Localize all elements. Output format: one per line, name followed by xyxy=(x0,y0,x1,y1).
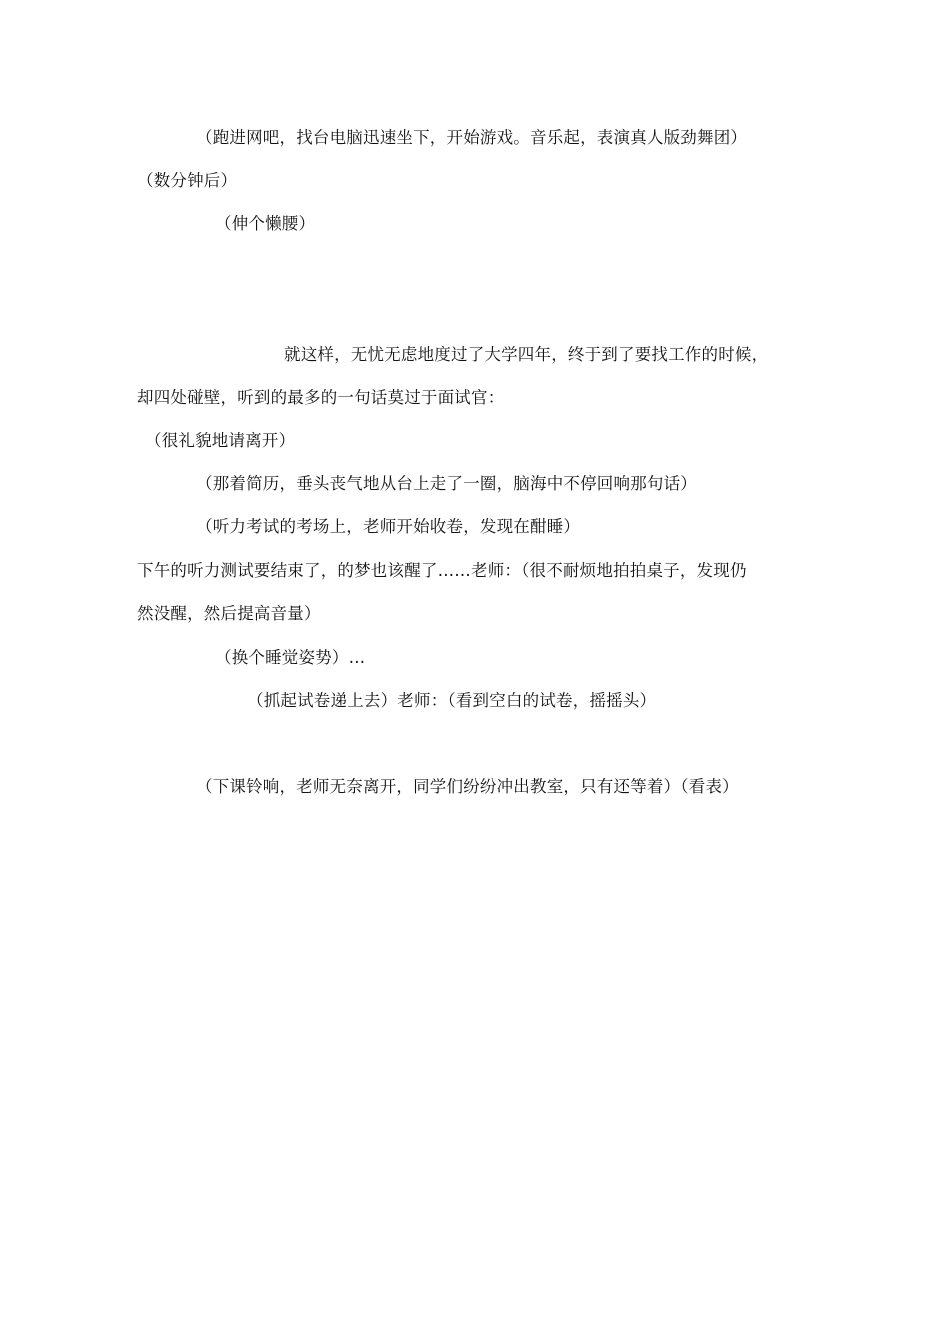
stage-direction-bell-rings: （下课铃响，老师无奈离开，同学们纷纷冲出教室，只有还等着）（看表） xyxy=(196,777,739,796)
stage-direction-resume: （那着简历，垂头丧气地从台上走了一圈，脑海中不停回响那句话） xyxy=(196,474,697,493)
stage-direction-listening-exam: （听力考试的考场上，老师开始收卷，发现在酣睡） xyxy=(196,517,581,536)
stage-direction-internet-cafe: （跑进网吧，找台电脑迅速坐下，开始游戏。音乐起，表演真人版劲舞团） xyxy=(196,128,748,147)
stage-direction-leave-politely: （很礼貌地请离开） xyxy=(145,431,296,450)
narration-teacher-impatient: 下午的听力测试要结束了，的梦也该醒了……老师：（很不耐烦地拍拍桌子，发现仍 xyxy=(137,561,747,580)
stage-direction-stretch: （伸个懒腰） xyxy=(215,214,316,233)
narration-raise-volume: 然没醒，然后提高音量） xyxy=(137,604,321,623)
stage-direction-change-position: （换个睡觉姿势）… xyxy=(215,648,366,667)
stage-direction-minutes-later: （数分钟后） xyxy=(137,171,238,190)
narration-interviewer: 却四处碰壁，听到的最多的一句话莫过于面试官： xyxy=(137,388,505,407)
stage-direction-hand-in-paper: （抓起试卷递上去）老师：（看到空白的试卷，摇摇头） xyxy=(247,691,657,710)
narration-four-years: 就这样，无忧无虑地度过了大学四年，终于到了要找工作的时候， xyxy=(284,345,769,364)
